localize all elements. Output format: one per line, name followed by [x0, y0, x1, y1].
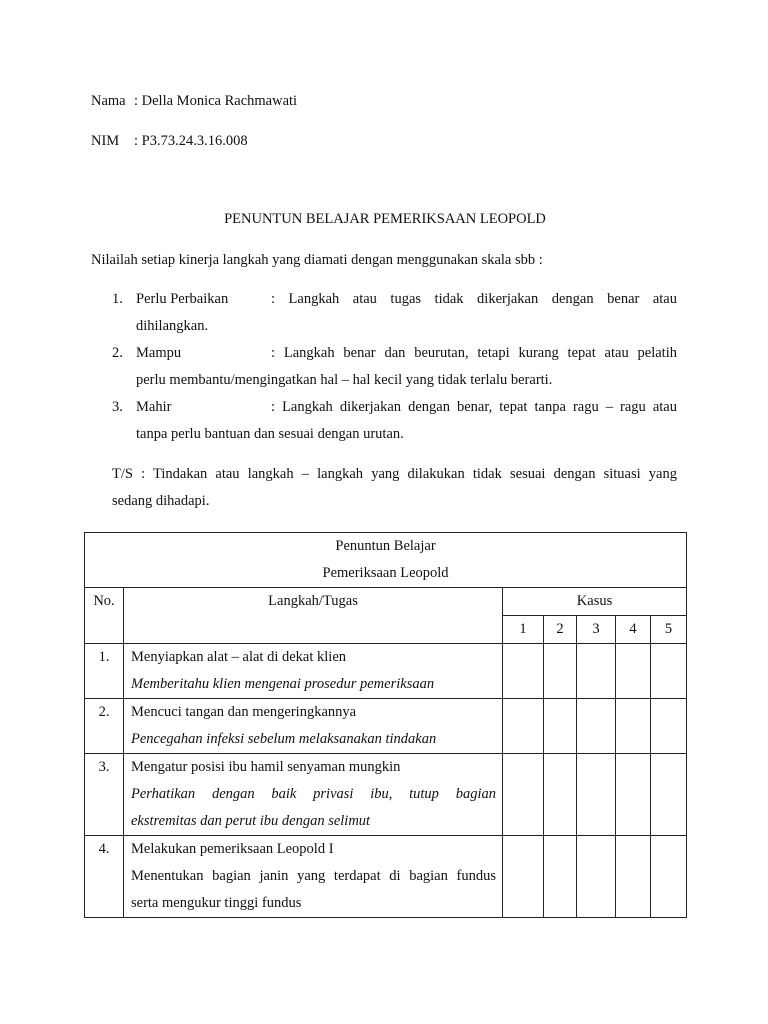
table-row: [85, 644, 687, 699]
scale-term-2: Mampu: [136, 345, 182, 361]
row-description-cont: serta mengukur tinggi fundus: [131, 895, 302, 911]
score-cell[interactable]: [577, 836, 616, 918]
row-number: 3.: [85, 754, 124, 836]
table-title-line-2: Pemeriksaan Leopold: [322, 565, 449, 581]
kasus-number-4: 4: [616, 616, 651, 644]
score-cell[interactable]: [616, 699, 651, 754]
header-no: No.: [85, 588, 124, 644]
scale-number-2: 2.: [112, 345, 123, 361]
kasus-number-5: 5: [651, 616, 687, 644]
nim-value: : P3.73.24.3.16.008: [134, 133, 248, 149]
nim-label: NIM: [91, 133, 120, 149]
table-title-line-1: Penuntun Belajar: [335, 538, 436, 554]
score-cell[interactable]: [616, 754, 651, 836]
ts-note: T/S : Tindakan atau langkah – langkah yang dilakukan tidak sesuai dengan situasi yang: [112, 466, 677, 482]
kasus-number-1: 1: [503, 616, 544, 644]
table-row: [85, 836, 687, 918]
row-task: Menyiapkan alat – alat di dekat klien: [131, 649, 347, 665]
name-label: Nama: [91, 93, 126, 109]
score-cell[interactable]: [544, 836, 577, 918]
score-cell[interactable]: [503, 836, 544, 918]
table-title-row: [85, 533, 687, 588]
kasus-number-2: 2: [544, 616, 577, 644]
table-title-cell: [85, 533, 687, 588]
kasus-number-3: 3: [577, 616, 616, 644]
score-cell[interactable]: [577, 754, 616, 836]
scale-desc-3: : Langkah dikerjakan dengan benar, tepat tanpa ragu – ragu atau: [271, 399, 677, 415]
table-row: [85, 699, 687, 754]
scale-desc-1: : Langkah atau tugas tidak dikerjakan dengan benar atau: [271, 291, 677, 307]
score-cell[interactable]: [503, 644, 544, 699]
score-cell[interactable]: [651, 644, 687, 699]
row-number: 1.: [85, 644, 124, 699]
score-cell[interactable]: [616, 836, 651, 918]
scale-number-1: 1.: [112, 291, 123, 307]
row-task-cell: [124, 836, 503, 918]
row-note: Pencegahan infeksi sebelum melaksanakan tindakan: [131, 731, 437, 747]
row-description: Menentukan bagian janin yang terdapat di bagian fundus: [131, 868, 496, 884]
scale-desc-2: : Langkah benar dan beurutan, tetapi kurang tepat atau pelatih: [271, 345, 677, 361]
scale-number-3: 3.: [112, 399, 123, 415]
leopold-checklist-table: [84, 532, 687, 918]
row-number: 4.: [85, 836, 124, 918]
score-cell[interactable]: [503, 754, 544, 836]
score-cell[interactable]: [651, 699, 687, 754]
row-task: Mengatur posisi ibu hamil senyaman mungkin: [131, 759, 401, 775]
score-cell[interactable]: [544, 699, 577, 754]
scale-desc-3-cont: tanpa perlu bantuan dan sesuai dengan urutan.: [136, 426, 404, 442]
row-note: Perhatikan dengan baik privasi ibu, tutup bagian: [131, 786, 496, 802]
instruction-text: Nilailah setiap kinerja langkah yang diamati dengan menggunakan skala sbb :: [91, 252, 543, 268]
table-row: [85, 754, 687, 836]
row-number: 2.: [85, 699, 124, 754]
table-header-row: [85, 588, 687, 616]
row-note-cont: ekstremitas dan perut ibu dengan selimut: [131, 813, 371, 829]
score-cell[interactable]: [616, 644, 651, 699]
row-note: Memberitahu klien mengenai prosedur pemeriksaan: [131, 676, 435, 692]
document-title: PENUNTUN BELAJAR PEMERIKSAAN LEOPOLD: [224, 211, 546, 227]
score-cell[interactable]: [503, 699, 544, 754]
row-task-cell: [124, 754, 503, 836]
header-task: Langkah/Tugas: [124, 588, 503, 644]
ts-note-cont: sedang dihadapi.: [112, 493, 210, 509]
score-cell[interactable]: [577, 699, 616, 754]
header-kasus: Kasus: [503, 588, 687, 616]
name-value: : Della Monica Rachmawati: [134, 93, 298, 109]
row-task-cell: [124, 644, 503, 699]
row-task: Melakukan pemeriksaan Leopold I: [131, 841, 334, 857]
score-cell[interactable]: [577, 644, 616, 699]
score-cell[interactable]: [544, 754, 577, 836]
score-cell[interactable]: [651, 754, 687, 836]
row-task: Mencuci tangan dan mengeringkannya: [131, 704, 357, 720]
scale-term-3: Mahir: [136, 399, 172, 415]
row-task-cell: [124, 699, 503, 754]
score-cell[interactable]: [651, 836, 687, 918]
score-cell[interactable]: [544, 644, 577, 699]
scale-desc-1-cont: dihilangkan.: [136, 318, 209, 334]
scale-desc-2-cont: perlu membantu/mengingatkan hal – hal kecil yang tidak terlalu berarti.: [136, 372, 553, 388]
scale-term-1: Perlu Perbaikan: [136, 291, 229, 307]
